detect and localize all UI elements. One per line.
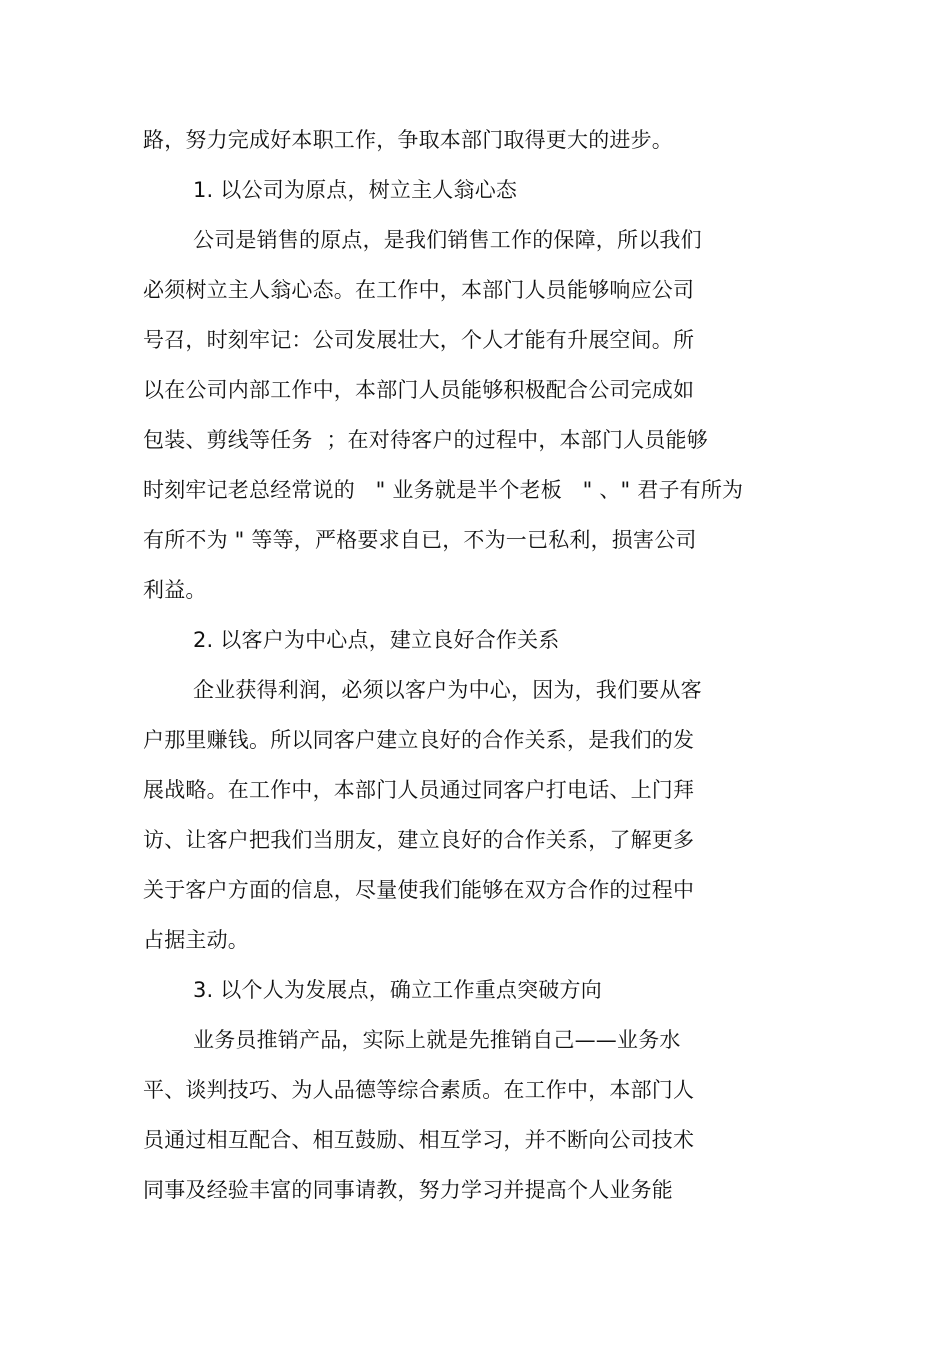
section-heading: 1. 以公司为原点，树立主人翁心态 bbox=[193, 178, 518, 202]
text-line: 路，努力完成好本职工作，争取本部门取得更大的进步。 bbox=[143, 128, 673, 152]
text-line: 以在公司内部工作中，本部门人员能够积极配合公司完成如 bbox=[143, 378, 695, 402]
section-heading: 2. 以客户为中心点，建立良好合作关系 bbox=[193, 628, 560, 652]
section-heading: 3. 以个人为发展点，确立工作重点突破方向 bbox=[193, 978, 602, 1002]
text-line: 同事及经验丰富的同事请教，努力学习并提高个人业务能 bbox=[143, 1178, 673, 1202]
text-line: 包装、剪线等任务 ；在对待客户的过程中，本部门人员能够 bbox=[143, 428, 708, 452]
text-line: 平、谈判技巧、为人品德等综合素质。在工作中，本部门人 bbox=[143, 1078, 695, 1102]
text-line: 业务员推销产品，实际上就是先推销自己——业务水 bbox=[193, 1028, 681, 1052]
text-line: 利益。 bbox=[143, 578, 207, 602]
text-line: 关于客户方面的信息，尽量使我们能够在双方合作的过程中 bbox=[143, 878, 695, 902]
text-line: 企业获得利润，必须以客户为中心，因为，我们要从客 bbox=[193, 678, 702, 702]
text-line: 员通过相互配合、相互鼓励、相互学习，并不断向公司技术 bbox=[143, 1128, 695, 1152]
text-line: 占据主动。 bbox=[143, 928, 249, 952]
text-line: 号召，时刻牢记：公司发展壮大，个人才能有升展空间。所 bbox=[143, 328, 695, 352]
text-line: 访、让客户把我们当朋友，建立良好的合作关系，了解更多 bbox=[143, 828, 695, 852]
text-line: 必须树立主人翁心态。在工作中，本部门人员能够响应公司 bbox=[143, 278, 695, 302]
text-line: 公司是销售的原点，是我们销售工作的保障，所以我们 bbox=[193, 228, 702, 252]
text-line: 展战略。在工作中，本部门人员通过同客户打电话、上门拜 bbox=[143, 778, 695, 802]
text-line: 有所不为 " 等等，严格要求自已，不为一已私利，损害公司 bbox=[143, 528, 697, 552]
text-line: 时刻牢记老总经常说的 " 业务就是半个老板 " 、" 君子有所为 bbox=[143, 478, 744, 502]
text-line: 户那里赚钱。所以同客户建立良好的合作关系，是我们的发 bbox=[143, 728, 695, 752]
